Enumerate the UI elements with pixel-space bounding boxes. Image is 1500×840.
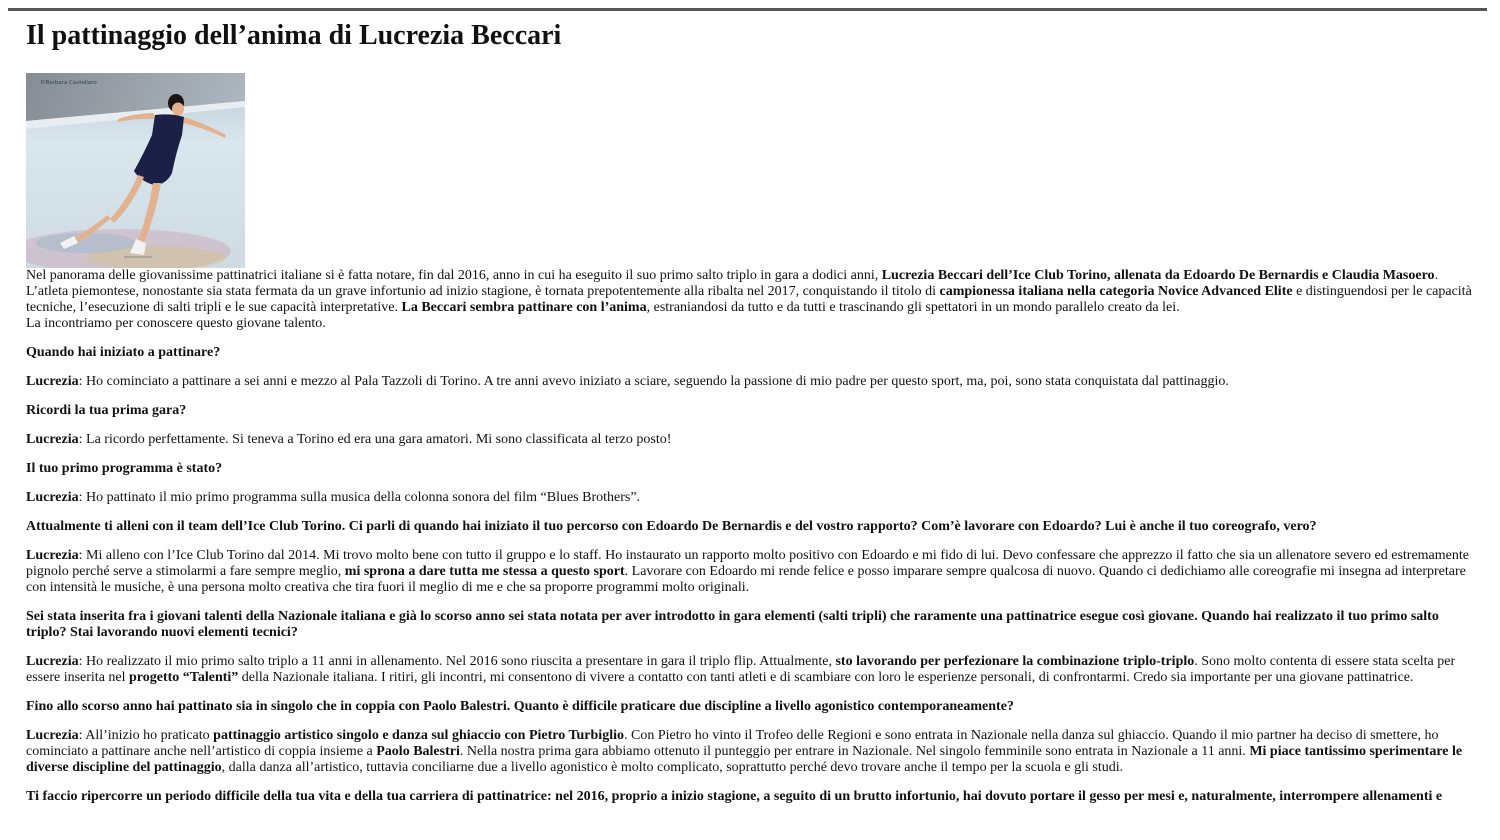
article-title: Il pattinaggio dell’anima di Lucrezia Beccari — [26, 20, 562, 51]
interview-question: Quando hai iniziato a pattinare? — [26, 345, 221, 360]
interview-question: Sei stata inserita fra i giovani talenti della Nazionale italiana e già lo scorso anno sei stata notata per aver introdotto in gara elementi (salti tripli) che raramente una pattinatrice esegue così giovane. Quando hai realizzato il tuo primo salto triplo? Stai lavorando nuovi elementi tecnici? — [26, 609, 1439, 640]
speaker-name: Lucrezia — [26, 490, 79, 505]
speaker-name: Lucrezia — [26, 728, 79, 743]
article — [26, 12, 1476, 818]
interview-question: Ricordi la tua prima gara? — [26, 403, 187, 418]
answer-text: : Ho realizzato il mio primo salto triplo a 11 anni in allenamento. Nel 2016 sono riuscita a presentare in gara il triplo flip. Attualmente, — [78, 654, 836, 669]
answer-highlight: pattinaggio artistico singolo e danza sul ghiaccio con Pietro Turbiglio — [213, 728, 624, 743]
answer-text: della Nazionale italiana. I ritiri, gli incontri, mi consentono di vivere a contatto con tanti atleti e di scambiare con loro le esperienze personali, di confrontarmi. Credo sia importante per una giovane pattinatrice. — [238, 670, 1414, 685]
intro-text: Nel panorama delle giovanissime pattinatrici italiane si è fatta notare, fin dal 2016, anno in cui ha eseguito il suo primo salto triplo in gara a dodici anni, — [26, 268, 882, 283]
interview-question: Fino allo scorso anno hai pattinato sia in singolo che in coppia con Paolo Balestri. Quanto è difficile praticare due discipline a livello agonistico contemporaneamente? — [26, 699, 1014, 714]
answer-text: , dalla danza all’artistico, tuttavia conciliarne due a livello agonistico è molto complicato, soprattutto perché devo trovare anche il tempo per la scuola e gli studi. — [221, 760, 1124, 775]
interview-answer — [26, 374, 1476, 390]
answer-highlight: mi sprona a dare tutta me stessa a questo sport — [344, 564, 625, 579]
intro-text: , estraniandosi da tutto e da tutti e trascinando gli spettatori in un mondo parallelo creato da lei. — [646, 300, 1180, 315]
interview-answer — [26, 490, 1476, 506]
top-border — [8, 8, 1487, 11]
intro — [26, 268, 1476, 332]
intro-highlight: La Beccari sembra pattinare con l’anima — [401, 300, 647, 315]
intro-text: e distinguendosi per le capacità tecniche, l’esecuzione di salti tripli e le sue capacità interpretative. — [26, 284, 1472, 315]
speaker-name: Lucrezia — [26, 432, 79, 447]
answer-text: . Con Pietro ho vinto il Trofeo delle Regioni e sono entrata in Nazionale nella danza sul ghiaccio. Quando il mio partner ha deciso di smettere, ho cominciato a pattinare anche nell’artistico di coppia insieme a — [26, 728, 1439, 759]
answer-text: : Ho pattinato il mio primo programma sulla musica della colonna sonora del film “Blues Brothers”. — [78, 490, 641, 505]
interview-answer — [26, 654, 1476, 686]
answer-highlight: progetto “Talenti” — [129, 670, 239, 685]
interview-question: Attualmente ti alleni con il team dell’Ice Club Torino. Ci parli di quando hai iniziato il tuo percorso con Edoardo De Bernardis e del vostro rapporto? Com’è lavorare con Edoardo? Lui è anche il tuo coreografo, vero? — [26, 519, 1317, 534]
answer-text: : La ricordo perfettamente. Si teneva a Torino ed era una gara amatori. Mi sono classificata al terzo posto! — [78, 432, 672, 447]
skater-photo — [26, 73, 245, 268]
intro-highlight: campionessa italiana nella categoria Novice Advanced Elite — [939, 284, 1293, 299]
speaker-name: Lucrezia — [26, 548, 79, 563]
photo-credit: ©Barbara Castellaro — [40, 80, 97, 86]
interview-answer — [26, 728, 1476, 776]
answer-text: . Nella nostra prima gara abbiamo ottenuto il punteggio per entrare in Nazionale. Nel singolo femminile sono entrata in Nazionale a 11 anni. — [459, 744, 1250, 759]
interview-question: Ti faccio ripercorre un periodo difficile della tua vita e della tua carriera di pattinatrice: nel 2016, proprio a inizio stagione, a seguito di un brutto infortunio, hai dovuto portare il gesso per mesi e, naturalmente, interrompere allenamenti e — [26, 789, 1443, 804]
speaker-name: Lucrezia — [26, 374, 79, 389]
intro-text: . — [1434, 268, 1439, 283]
answer-highlight: Mi piace tantissimo sperimentare le diverse discipline del pattinaggio — [26, 744, 1463, 775]
answer-highlight: sto lavorando per perfezionare la combinazione triplo-triplo — [835, 654, 1195, 669]
interview-question: Il tuo primo programma è stato? — [26, 461, 223, 476]
answer-text: : Ho cominciato a pattinare a sei anni e mezzo al Pala Tazzoli di Torino. A tre anni avevo iniziato a sciare, seguendo la passione di mio padre per questo sport, ma, poi, sono stata conquistata dal pattinaggio. — [78, 374, 1229, 389]
intro-text: La incontriamo per conoscere questo giovane talento. — [26, 316, 326, 331]
intro-text: L’atleta piemontese, nonostante sia stata fermata da un grave infortunio ad inizio stagione, è tornata prepotentemente alla ribalta nel 2017, conquistando il titolo di — [26, 284, 940, 299]
interview-answer — [26, 432, 1476, 448]
answer-text: . Lavorare con Edoardo mi rende felice e posso imparare sempre qualcosa di nuovo. Quando ci dedichiamo alle coreografie mi insegna ad interpretare con intensità le musiche, è una persona molto creativa che tira fuori il meglio di me e che sa proporre programmi molto originali. — [26, 564, 1466, 595]
answer-text: : Mi alleno con l’Ice Club Torino dal 2014. Mi trovo molto bene con tutto il gruppo e lo staff. Ho instaurato un rapporto molto positivo con Edoardo e mi fido di lui. Devo confessare che apprezzo il fatto che sia un allenatore severo ed estremamente pignolo perché serve a stimolarmi a fare sempre meglio, — [26, 548, 1469, 579]
answer-highlight: Paolo Balestri — [376, 744, 460, 759]
intro-highlight: Lucrezia Beccari dell’Ice Club Torino, allenata da Edoardo De Bernardis e Claudia Masoero — [881, 268, 1435, 283]
answer-text: . Sono molto contenta di essere stata scelta per essere inserita nel — [26, 654, 1456, 685]
interview-answer — [26, 548, 1476, 596]
speaker-name: Lucrezia — [26, 654, 79, 669]
answer-text: : All’inizio ho praticato — [78, 728, 214, 743]
